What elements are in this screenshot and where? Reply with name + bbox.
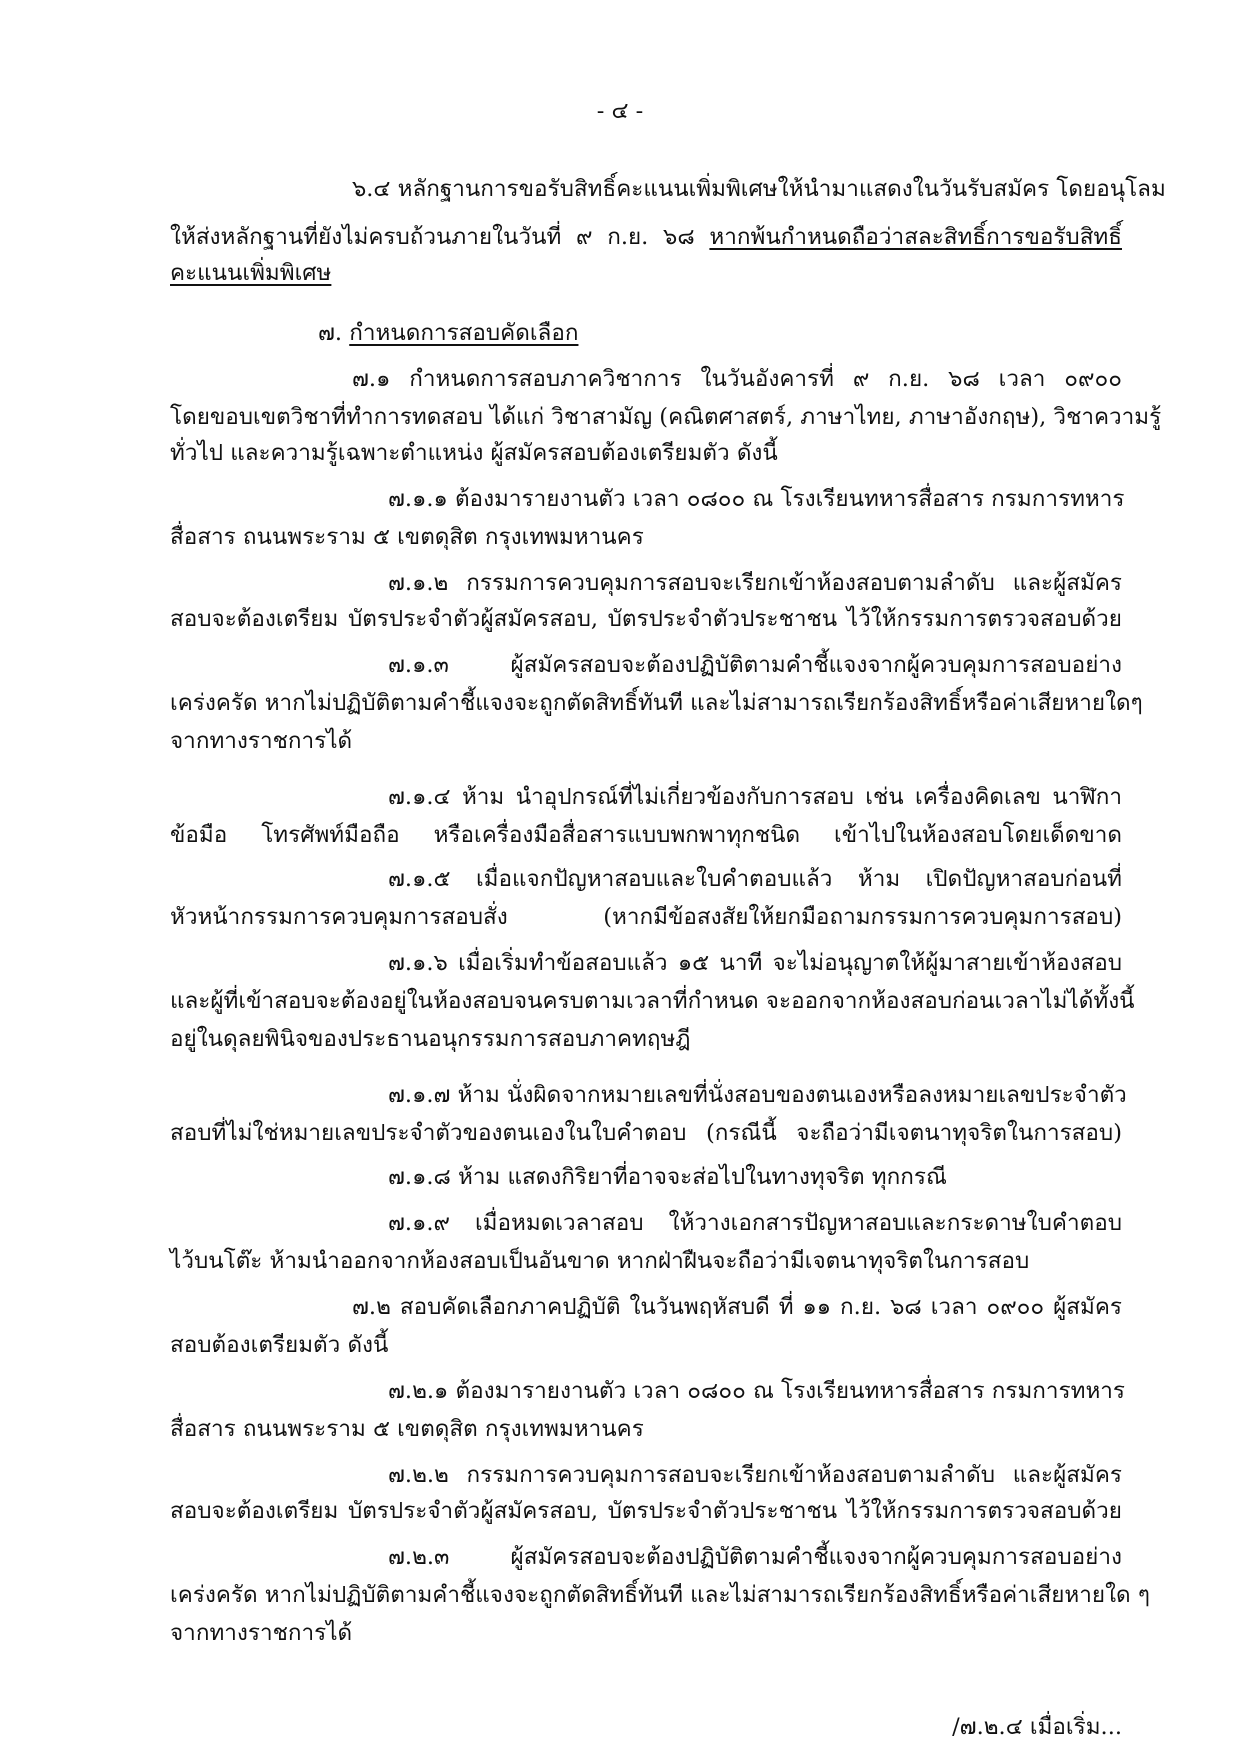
page-number: - ๔ - (596, 98, 644, 124)
para-7-1-7-line-2: สอบที่ไม่ใช่หมายเลขประจำตัวของตนเองในใบคำตอบ (กรณีนี้ จะถือว่ามีเจตนาทุจริตในการสอบ) (170, 1120, 1122, 1146)
para-6-4-line-3 (170, 262, 331, 285)
para-7-2-2-line-2: สอบจะต้องเตรียม บัตรประจำตัวผู้สมัครสอบ, บัตรประจำตัวประชาชน ไว้ให้กรรมการตรวจสอบด้วย (170, 1498, 1122, 1524)
para-7-1-3-line-2: เคร่งครัด หากไม่ปฏิบัติตามคำชี้แจงจะถูกตัดสิทธิ์ทันที และไม่สามารถเรียกร้องสิทธิ์หรือค่าเสียหายใดๆ (170, 690, 1143, 716)
para-7-1-2-line-1: ๗.๑.๒ กรรมการควบคุมการสอบจะเรียกเข้าห้องสอบตามลำดับ และผู้สมัคร (388, 570, 1122, 596)
para-7-2-1-line-1: ๗.๒.๑ ต้องมารายงานตัว เวลา ๐๘๐๐ ณ โรงเรียนทหารสื่อสาร กรมการทหาร (388, 1378, 1125, 1404)
para-7-1-6-line-1: ๗.๑.๖ เมื่อเริ่มทำข้อสอบแล้ว ๑๕ นาที จะไม่อนุญาตให้ผู้มาสายเข้าห้องสอบ (388, 950, 1122, 976)
para-7-1-9-line-1: ๗.๑.๙ เมื่อหมดเวลาสอบ ให้วางเอกสารปัญหาสอบและกระดาษใบคำตอบ (388, 1210, 1122, 1236)
para-7-1-4-line-1: ๗.๑.๔ ห้าม นำอุปกรณ์ที่ไม่เกี่ยวข้องกับการสอบ เช่น เครื่องคิดเลข นาฬิกา (388, 784, 1122, 810)
para-6-4-line-2-text: ให้ส่งหลักฐานที่ยังไม่ครบถ้วนภายในวันที่ ๙ ก.ย. ๖๘ (170, 224, 710, 250)
section-7-title: กำหนดการสอบคัดเลือก (349, 320, 579, 346)
para-7-1-line-1: ๗.๑ กำหนดการสอบภาควิชาการ ในวันอังคารที่ ๙ ก.ย. ๖๘ เวลา ๐๙๐๐ (352, 366, 1122, 392)
para-7-1-3-line-1: ๗.๑.๓ ผู้สมัครสอบจะต้องปฏิบัติตามคำชี้แจงจากผู้ควบคุมการสอบอย่าง (388, 652, 1122, 678)
para-7-1-2-line-2: สอบจะต้องเตรียม บัตรประจำตัวผู้สมัครสอบ, บัตรประจำตัวประชาชน ไว้ให้กรรมการตรวจสอบด้วย (170, 606, 1122, 632)
para-6-4-line-2 (170, 226, 1122, 249)
para-7-1-8-line-1: ๗.๑.๘ ห้าม แสดงกิริยาที่อาจจะส่อไปในทางทุจริต ทุกกรณี (388, 1164, 947, 1190)
para-7-1-line-2: โดยขอบเขตวิชาที่ทำการทดสอบ ได้แก่ วิชาสามัญ (คณิตศาสตร์, ภาษาไทย, ภาษาอังกฤษ), วิชาความรู้ (170, 404, 1162, 430)
para-7-1-5-line-2: หัวหน้ากรรมการควบคุมการสอบสั่ง (หากมีข้อสงสัยให้ยกมือถามกรรมการควบคุมการสอบ) (170, 904, 1122, 930)
forfeit-notice: หากพ้นกำหนดถือว่าสละสิทธิ์การขอรับสิทธิ์ (709, 224, 1122, 250)
para-6-4-line-1: ๖.๔ หลักฐานการขอรับสิทธิ์คะแนนเพิ่มพิเศษให้นำมาแสดงในวันรับสมัคร โดยอนุโลม (352, 176, 1166, 202)
para-7-1-5-line-1: ๗.๑.๕ เมื่อแจกปัญหาสอบและใบคำตอบแล้ว ห้าม เปิดปัญหาสอบก่อนที่ (388, 866, 1122, 892)
para-7-1-1-line-2: สื่อสาร ถนนพระราม ๕ เขตดุสิต กรุงเทพมหานคร (170, 524, 644, 550)
para-7-1-3-line-3: จากทางราชการได้ (170, 728, 353, 754)
para-7-1-1-line-1: ๗.๑.๑ ต้องมารายงานตัว เวลา ๐๘๐๐ ณ โรงเรียนทหารสื่อสาร กรมการทหาร (388, 486, 1125, 512)
para-7-2-2-line-1: ๗.๒.๒ กรรมการควบคุมการสอบจะเรียกเข้าห้องสอบตามลำดับ และผู้สมัคร (388, 1462, 1122, 1488)
para-7-2-3-line-2: เคร่งครัด หากไม่ปฏิบัติตามคำชี้แจงจะถูกตัดสิทธิ์ทันที และไม่สามารถเรียกร้องสิทธิ์หรือค่าเสียหายใด ๆ (170, 1582, 1150, 1608)
continuation-marker: /๗.๒.๔ เมื่อเริ่ม... (952, 1714, 1122, 1740)
para-7-1-9-line-2: ไว้บนโต๊ะ ห้ามนำออกจากห้องสอบเป็นอันขาด หากฝ่าฝืนจะถือว่ามีเจตนาทุจริตในการสอบ (170, 1248, 1030, 1274)
para-7-2-3-line-3: จากทางราชการได้ (170, 1620, 353, 1646)
section-7-heading (318, 322, 578, 345)
para-7-2-line-2: สอบต้องเตรียมตัว ดังนี้ (170, 1332, 389, 1358)
para-7-2-line-1: ๗.๒ สอบคัดเลือกภาคปฏิบัติ ในวันพฤหัสบดี ที่ ๑๑ ก.ย. ๖๘ เวลา ๐๙๐๐ ผู้สมัคร (352, 1294, 1122, 1320)
section-7-number: ๗. (318, 320, 350, 346)
para-7-2-3-line-1: ๗.๒.๓ ผู้สมัครสอบจะต้องปฏิบัติตามคำชี้แจงจากผู้ควบคุมการสอบอย่าง (388, 1544, 1122, 1570)
para-7-1-6-line-2: และผู้ที่เข้าสอบจะต้องอยู่ในห้องสอบจนครบตามเวลาที่กำหนด จะออกจากห้องสอบก่อนเวลาไม่ได้ทั้งนี้ (170, 988, 1135, 1014)
para-7-1-line-3: ทั่วไป และความรู้เฉพาะตำแหน่ง ผู้สมัครสอบต้องเตรียมตัว ดังนี้ (170, 440, 778, 466)
para-7-1-7-line-1: ๗.๑.๗ ห้าม นั่งผิดจากหมายเลขที่นั่งสอบของตนเองหรือลงหมายเลขประจำตัว (388, 1082, 1127, 1108)
para-7-1-6-line-3: อยู่ในดุลยพินิจของประธานอนุกรรมการสอบภาคทฤษฎี (170, 1026, 691, 1052)
forfeit-notice-cont: คะแนนเพิ่มพิเศษ (170, 260, 332, 286)
para-7-1-4-line-2: ข้อมือ โทรศัพท์มือถือ หรือเครื่องมือสื่อสารแบบพกพาทุกชนิด เข้าไปในห้องสอบโดยเด็ดขาด (170, 822, 1122, 848)
para-7-2-1-line-2: สื่อสาร ถนนพระราม ๕ เขตดุสิต กรุงเทพมหานคร (170, 1416, 644, 1442)
